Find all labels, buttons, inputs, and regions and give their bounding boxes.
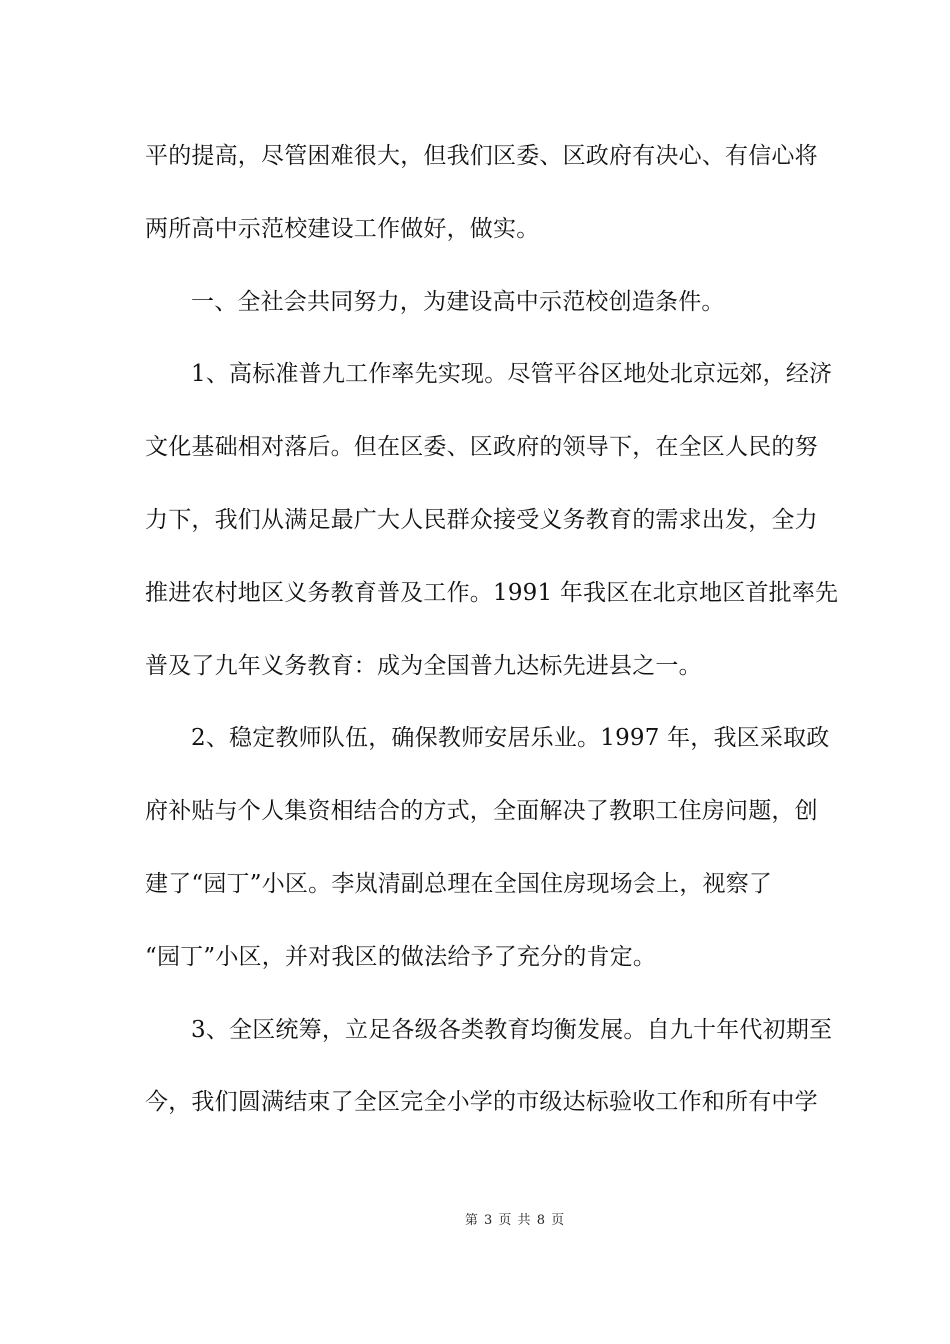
text-line: 文化基础相对落后。但在区委、区政府的领导下，在全区人民的努 (145, 434, 818, 461)
text-line: “园丁”小区，并对我区的做法给予了充分的肯定。 (145, 943, 657, 970)
text-line: 府补贴与个人集资相结合的方式，全面解决了教职工住房问题，创 (145, 798, 818, 825)
text-line: 2、稳定教师队伍，确保教师安居乐业。1997 年，我区采取政 (191, 725, 830, 752)
text-line: 今，我们圆满结束了全区完全小学的市级达标验收工作和所有中学 (145, 1089, 818, 1116)
body-text (145, 134, 839, 1153)
section-heading: 一、全社会共同努力，为建设高中示范校创造条件。 (191, 288, 725, 315)
text-line: 平的提高，尽管困难很大，但我们区委、区政府有决心、有信心将 (145, 143, 818, 169)
text-line: 建了“园丁”小区。李岚清副总理在全国住房现场会上，视察了 (145, 870, 773, 897)
text-line: 推进农村地区义务教育普及工作。1991 年我区在北京地区首批率先 (145, 579, 839, 606)
text-line: 1、高标准普九工作率先实现。尽管平谷区地处北京远郊，经济 (191, 361, 833, 388)
text-line: 普及了九年义务教育：成为全国普九达标先进县之一。 (145, 652, 702, 679)
text-line: 两所高中示范校建设工作做好，做实。 (145, 215, 540, 242)
text-line: 力下，我们从满足最广大人民群众接受义务教育的需求出发，全力 (145, 506, 818, 533)
text-line: 3、全区统筹，立足各级各类教育均衡发展。自九十年代初期至 (191, 1016, 833, 1043)
page-number-footer: 第 3 页 共 8 页 (464, 1213, 566, 1228)
